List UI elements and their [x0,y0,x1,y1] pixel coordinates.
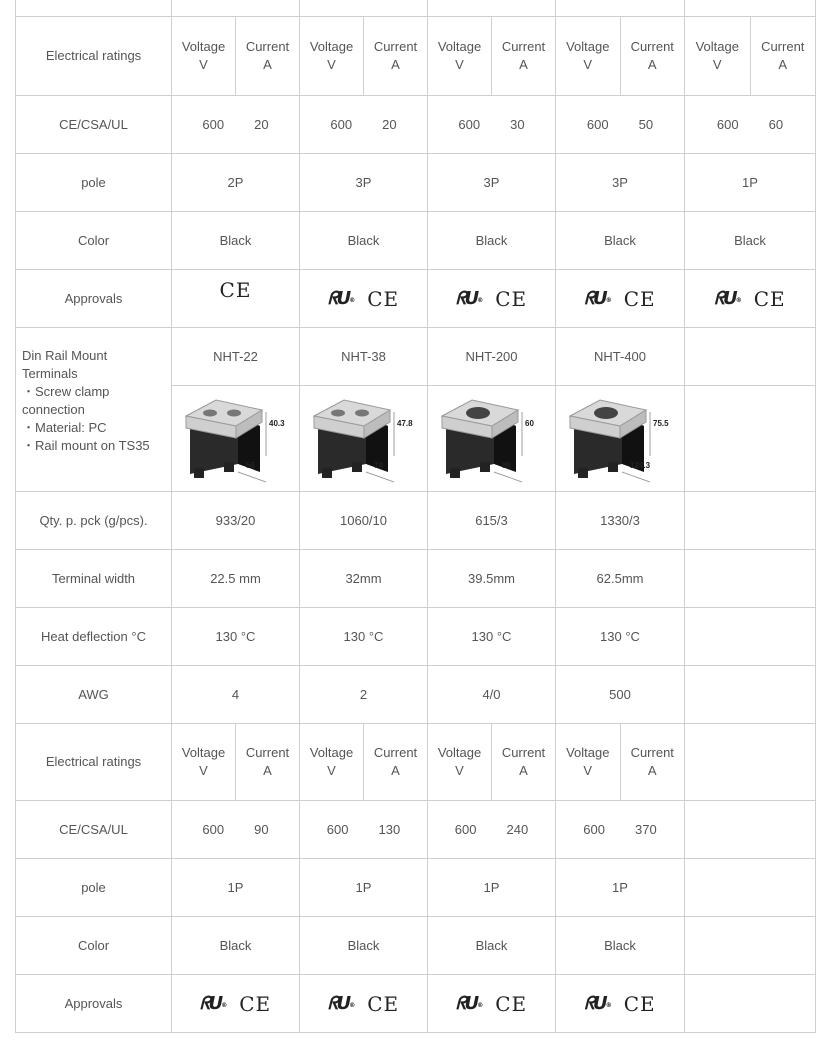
voltage-header: Voltage V [556,17,621,95]
current-value: 370 [635,821,657,837]
depth-dimension-label: 86 [501,461,511,470]
row-label: Electrical ratings [16,724,172,801]
model-name: NHT-400 [556,328,685,386]
row-label: Terminal width [16,550,172,608]
heat-value: 130 °C [300,608,428,666]
terminal-block [186,400,285,482]
width-value: 22.5 mm [172,550,300,608]
ce-csa-ul-row [16,801,816,859]
awg-value: 2 [300,666,428,724]
ul-mark-icon: ᖇᑌ ® [584,287,612,309]
current-value: 60 [768,116,784,132]
screw-hole [227,410,241,417]
color-value: Black [556,212,685,270]
voltage-header: Voltage V [300,17,364,95]
screw-hole [466,407,490,419]
pole-value: 1P [300,859,428,917]
description-line: ・Rail mount on TS35 [22,438,150,453]
voltage-header: Voltage V [685,17,751,95]
color-value: Black [685,212,816,270]
depth-dimension-line [238,472,266,482]
current-header: Current A [373,745,418,778]
height-dimension-label: 60 [524,419,534,428]
voltage-header: Voltage V [428,724,492,800]
ce-mark-icon: CE [623,286,656,311]
depth-dimension-label: 74 [373,461,383,470]
pole-value: 1P [428,859,556,917]
heat-value: 130 °C [556,608,685,666]
voltage-value: 600 [586,116,609,132]
ce-mark-icon: CE [623,991,656,1016]
width-value: 62.5mm [556,550,685,608]
terminal-block [442,400,534,482]
model-name: NHT-200 [428,328,556,386]
product-image-nht-38 [304,386,424,486]
current-value: 30 [510,116,525,132]
ul-mark-icon: ᖇᑌ ® [455,287,484,309]
pole-value: 2P [172,154,300,212]
din-model-row [16,328,816,386]
voltage-value: 600 [716,116,739,132]
ce-mark-icon: CE [367,286,400,311]
product-image-nht-200 [432,386,552,486]
height-dimension-label: 40.3 [268,419,285,428]
voltage-value: 600 [454,821,477,837]
current-value: 240 [506,821,529,837]
electrical-ratings-row [16,17,816,96]
color-value: Black [300,212,428,270]
color-value: Black [428,212,556,270]
pole-row [16,859,816,917]
current-value: 90 [254,821,269,837]
voltage-value: 600 [583,821,605,837]
pole-row [16,154,816,212]
depth-dimension-line [622,472,650,482]
screw-hole [594,407,618,419]
voltage-header: Voltage V [172,724,236,800]
model-name: NHT-38 [300,328,428,386]
current-header: Current A [761,39,805,72]
current-value: 130 [378,821,401,837]
row-label: Electrical ratings [16,17,172,96]
heat-value: 130 °C [172,608,300,666]
row-label: Approvals [16,270,172,328]
pole-value: 3P [556,154,685,212]
pole-value: 1P [685,154,816,212]
awg-value: 4 [172,666,300,724]
current-header: Current A [245,745,290,778]
current-header: Current A [373,39,418,72]
ce-csa-ul-row [16,96,816,154]
ce-mark-icon: CE [495,286,528,311]
voltage-header: Voltage V [172,17,236,95]
ul-mark-icon: ᖇᑌ ® [714,287,742,309]
depth-dimension-line [494,472,522,482]
block-foot [322,468,332,478]
ul-mark-icon: ᖇᑌ ® [199,992,228,1014]
approvals-row [16,975,816,1033]
spec-table [15,0,816,1033]
color-value: Black [300,917,428,975]
voltage-value: 600 [202,116,225,132]
model-name: NHT-22 [172,328,300,386]
voltage-value: 600 [458,116,481,132]
terminal-width-row [16,550,816,608]
color-value: Black [428,917,556,975]
ce-mark-icon: CE [219,277,252,302]
voltage-value: 600 [326,821,349,837]
height-dimension-label: 75.5 [653,419,669,428]
color-value: Black [172,212,300,270]
table-row [16,0,816,17]
width-value: 32mm [300,550,428,608]
ce-mark-icon: CE [753,286,786,311]
qty-row [16,492,816,550]
voltage-header: Voltage V [428,17,492,95]
voltage-value: 600 [330,116,353,132]
current-header: Current A [630,745,674,778]
current-header: Current A [501,39,546,72]
color-row [16,917,816,975]
awg-value: 4/0 [428,666,556,724]
voltage-header: Voltage V [556,724,621,800]
awg-row [16,666,816,724]
description-line: ・Material: PC [22,420,107,435]
description-title: Din Rail Mount Terminals [22,348,108,381]
ul-mark-icon: ᖇᑌ ® [327,287,356,309]
current-value: 20 [382,116,397,132]
heat-deflection-row [16,608,816,666]
height-dimension-label: 47.8 [396,419,413,428]
electrical-ratings-row [16,724,816,801]
row-label: Heat deflection °C [16,608,172,666]
block-foot [578,468,588,478]
block-foot [608,462,618,472]
current-header: Current A [501,745,546,778]
din-rail-description [16,328,172,492]
awg-value: 500 [556,666,685,724]
ul-mark-icon: ᖇᑌ ® [327,992,356,1014]
qty-value: 615/3 [428,492,556,550]
block-foot [450,468,460,478]
row-label: Color [16,212,172,270]
color-row [16,212,816,270]
width-value: 39.5mm [428,550,556,608]
product-image-nht-22 [176,386,296,486]
row-label: Color [16,917,172,975]
ul-mark-icon: ᖇᑌ ® [455,992,484,1014]
current-value: 20 [254,116,269,132]
qty-value: 1060/10 [300,492,428,550]
product-image-nht-400 [560,386,680,486]
row-label: Approvals [16,975,172,1033]
color-value: Black [172,917,300,975]
color-value: Black [556,917,685,975]
row-label: Qty. p. pck (g/pcs). [16,492,172,550]
pole-value: 1P [556,859,685,917]
block-foot [480,462,490,472]
ce-mark-icon: CE [239,991,272,1016]
current-header: Current A [245,39,290,72]
terminal-block [570,400,669,482]
row-label: CE/CSA/UL [16,96,172,154]
approvals-row [16,270,816,328]
screw-hole [331,410,345,417]
row-label: AWG [16,666,172,724]
screw-hole [355,410,369,417]
qty-value: 933/20 [172,492,300,550]
terminal-block [314,400,413,482]
row-label: pole [16,154,172,212]
voltage-header: Voltage V [300,724,364,800]
voltage-value: 600 [202,821,225,837]
current-value: 50 [638,116,654,132]
depth-dimension-line [366,472,394,482]
block-foot [194,468,204,478]
pole-value: 3P [428,154,556,212]
description-line: ・Screw clamp connection [22,384,110,417]
ul-mark-icon: ᖇᑌ ® [584,992,612,1014]
depth-dimension-label: 124.3 [630,461,651,470]
pole-value: 3P [300,154,428,212]
depth-dimension-label: 56 [245,461,255,470]
ce-mark-icon: CE [495,991,528,1016]
row-label: pole [16,859,172,917]
block-foot [224,462,234,472]
current-header: Current A [630,39,674,72]
block-foot [352,462,362,472]
qty-value: 1330/3 [556,492,685,550]
screw-hole [203,410,217,417]
row-label: CE/CSA/UL [16,801,172,859]
heat-value: 130 °C [428,608,556,666]
pole-value: 1P [172,859,300,917]
ce-mark-icon: CE [367,991,400,1016]
